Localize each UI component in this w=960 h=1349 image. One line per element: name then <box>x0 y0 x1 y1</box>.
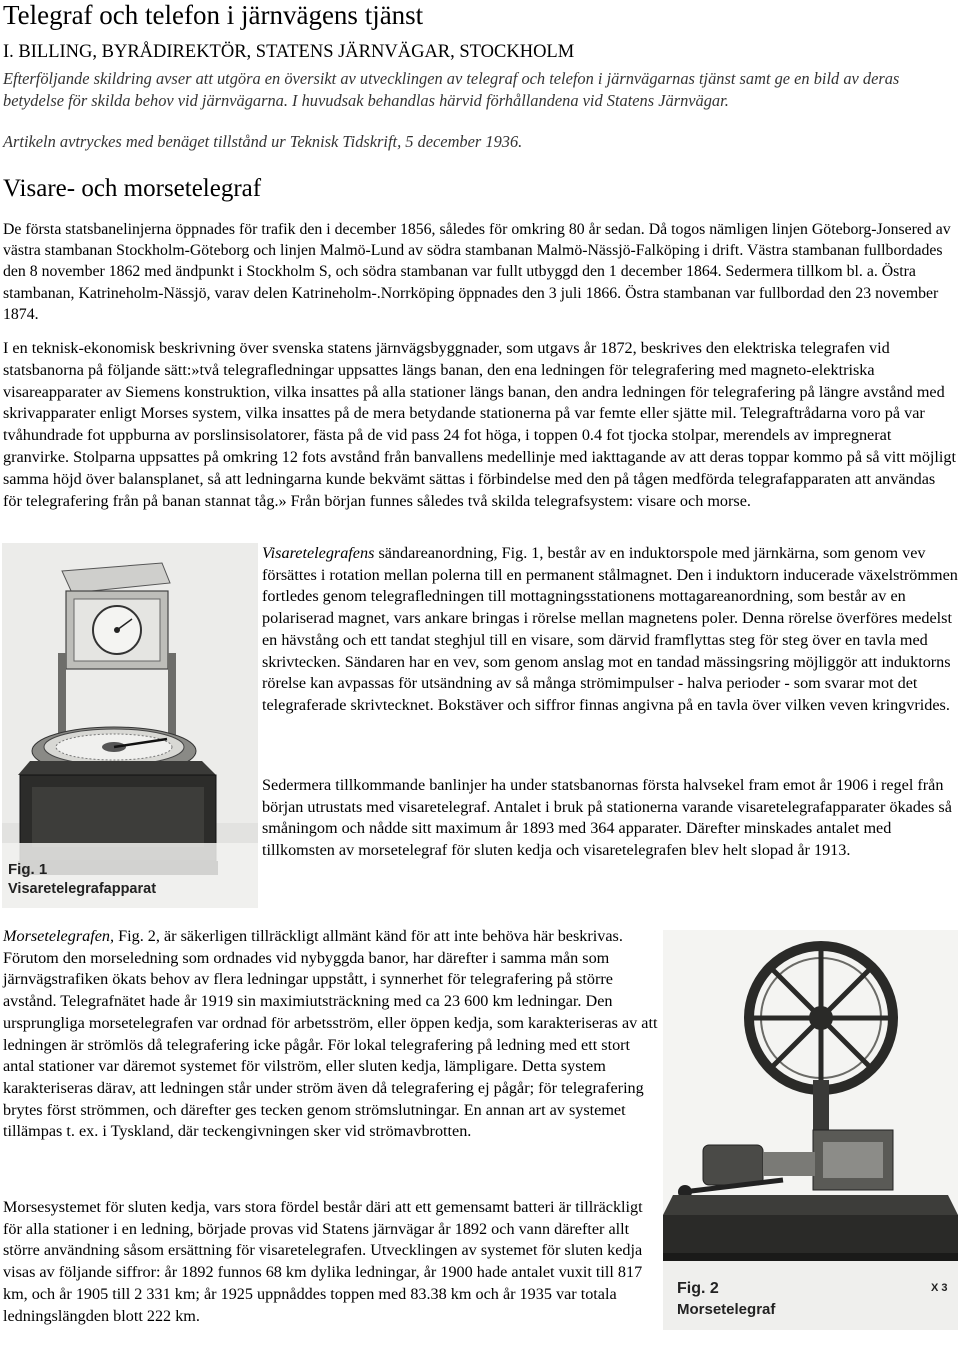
morsetelegraf-illustration <box>663 930 958 1330</box>
figure-2-morsetelegraf-image <box>663 930 958 1330</box>
visare-paragraph <box>262 543 960 717</box>
paragraph-history: De första statsbanelinjerna öppnades för trafik den i december 1856, således för omkring 80 år sedan. Då togos nämligen linjen Göteborg-Jonsered av västra stambanan Stockholm-Göteborg och linjen Malmö-Lund av södra stambanan Malmö-Nässjö-Falköping i drift. Västra stambanan fullbordades den 8 november 1862 med ändpunkt i Stockholm S, och södra stambanan var fullt utbyggd den 1 december 1864. Sedermera tillkom bl. a. Östra stambanan, Katrineholm-Nässjö, varav delen Katrineholm-.Norrköping öppnades den 3 juli 1866. Östra stambanan var fullbordad den 23 november 1874. <box>3 221 951 323</box>
page-title: Telegraf och telefon i järnvägens tjänst <box>3 0 424 30</box>
figure-2-scale: X 3 <box>931 1282 948 1294</box>
figure-2-number: Fig. 2 <box>677 1280 719 1297</box>
figure-1-number: Fig. 1 <box>8 861 48 878</box>
visaretelegraf-illustration <box>2 543 258 908</box>
visare-term: Visaretelegrafens <box>262 544 375 562</box>
figure-1-visaretelegraf-image <box>2 543 258 908</box>
morse-paragraph-2: Morsesystemet för sluten kedja, vars stora fördel består däri att ett gemensamt batteri är tillräckligt för alla stationer i en ledning, började provas vid Statens järnvägar år 1892 och vann därefter allt större användning såsom ersättning för visaretelegrafen. Utvecklingen av systemet för sluten kedja visas av följande siffror: år 1892 funnos 68 km dylika ledningar, år 1900 hade antalet vuxit till 817 km, och år 1905 till 2 331 km; år 1925 uppnåddes toppen med 83.38 km och år 1935 var totala ledningslängden blott 222 km. <box>3 1198 643 1325</box>
intro-text: Efterföljande skildring avser att utgöra en översikt av utvecklingen av telegraf och telefon i järnvägarnas tjänst samt ge en bild av deras betydelse för skilda behov vid järnvägarna. I huvudsak behandlas härvid förhållandena vid Statens Järnvägar. <box>3 69 900 110</box>
section-heading: Visare- och morsetelegraf <box>3 175 262 202</box>
morse-paragraph <box>3 926 658 1143</box>
visare-text: sändareanordning, Fig. 1, består av en induktorspole med järnkärna, som genom vev försättes i rotation mellan polerna till en permanent stålmagnet. Den i induktorn inducerade växelströmmen fortledes genom telegrafledningen till mottagningsstationens mottagareanordning, som består av en polariserad magnet, vars ankare bringas i rörelse mellan magnetens poler. Denna rörelse överföres medelst en hävstång och ett tandat steghjul till en visare, som därvid framflyttas steg för steg över en tavla med skrivtecken. Sändaren har en vev, som genom anslag mot en tandad mässingsring möjliggör att induktorns rörelse kan avpassas för utsändning av så många strömimpulser - halva perioder - som svarar mot det telegraferade skrivtecknet. Bokstäver och siffror finnas angivna på en tavla över vilken veven kringvrides. <box>262 544 958 714</box>
morse-text: Fig. 2, är säkerligen tillräckligt allmänt känd för att inte behöva här beskrivas. Förutom den morseledning som ordnades vid nybyggda banor, har därefter i samma mån som järnvägstrafiken ökats behov av flera ledningar uppstått, i synnerhet för telegrafering på större avstånd. Telegrafnätet hade år 1919 sin maximiutsträckning med ca 23 600 km ledningar. Den ursprungliga morsetelegrafen var ordnad för arbetsström, eller öppen kedja, som karakteriseras av att ledningen är strömlös då telegrafering icke pågår. För lokal telegrafering på ledning med ett stort antal stationer var däremot systemet för vilström, eller sluten kedja, lämpligare. Detta system karakteriseras därav, att ledningen står under ström även då telegrafering ej pågår; för telegrafering brytes först strömmen, och därefter ges tecken genom strömslutningar. En annan art av systemet tillämpas t. ex. i Tyskland, där teckengivningen sker vid strömavbrotten. <box>3 927 658 1141</box>
visare-paragraph-2: Sedermera tillkommande banlinjer ha under statsbanornas första halvsekel fram emot år 1906 i regel från början utrustats med visaretelegraf. Antalet i bruk på stationerna varande visaretelegrafapparater ökades så småningom och nådde sitt maximum år 1893 med 364 apparater. Därefter minskades antalet med tillkomsten av morsetelegraf för sluten kedja och visaretelegrafen blev helt slopad år 1913. <box>262 776 952 860</box>
author-line: I. BILLING, BYRÅDIREKTÖR, STATENS JÄRNVÄGAR, STOCKHOLM <box>3 42 575 62</box>
figure-2-caption: Morsetelegraf <box>677 1301 776 1318</box>
figure-1-caption: Visaretelegrafapparat <box>8 881 157 897</box>
paragraph-description: I en teknisk-ekonomisk beskrivning över svenska statens järnvägsbyggnader, som utgavs år 1872, beskrives den elektriska telegrafen vid statsbanorna på följande sätt:»två telegrafledningar uppsattes längs banan, den ena ledningen för telegrafering med magneto-elektriska visareapparater av Siemens konstruktion, vilka insattes på alla stationer längs banan, den andra ledningen för telegrafering på längre avstånd med skrivapparater enligt Morses system, vilka insattes på de mera betydande stationerna på var femte eller sjätte mil. Telegraftrådarna voro på var tvåhundrade fot uppburna av porslinsisolatorer, fästa på de vid pass 24 fot höga, i toppen 0.4 fot tjocka stolpar, merendels av impregnerat granvirke. Stolparna uppsattes på omkring 12 fots avstånd från banvallens medellinje med iakttagande av att deras toppar kommo på så vitt möjligt samma höjd över balansplanet, så att ledningarna kunde bekvämt sättas i förbindelse med den på tågen medförda telegrafapparaten att användas för telegrafering från på banan stannat tåg.» Från början funnes således två skilda telegrafsystem: visare och morse. <box>3 339 957 510</box>
source-note: Artikeln avtryckes med benäget tillstånd ur Teknisk Tidskrift, 5 december 1936. <box>3 132 523 151</box>
morse-term: Morsetelegrafen, <box>3 927 115 945</box>
